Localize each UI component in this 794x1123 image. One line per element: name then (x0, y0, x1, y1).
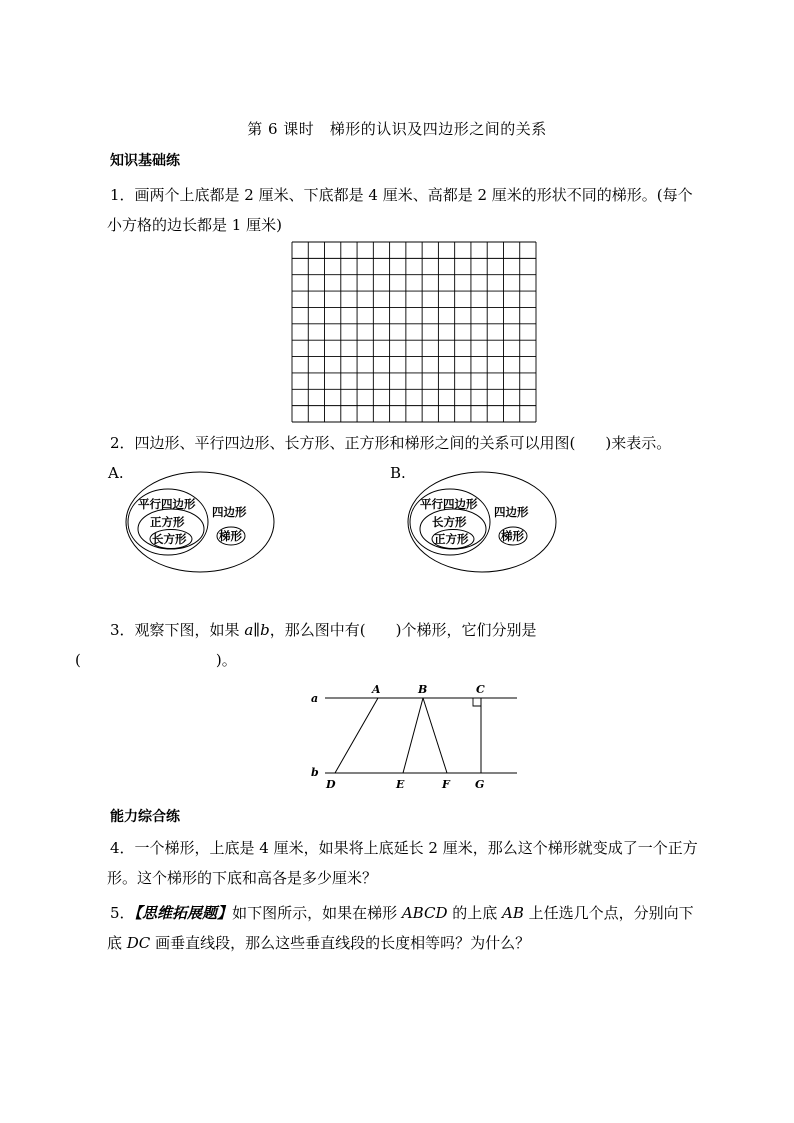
label-point-c: C (476, 683, 485, 696)
label-middle-b: 平行四边形 (420, 497, 478, 511)
label-innermost-a: 长方形 (152, 532, 187, 546)
label-point-g: G (475, 778, 485, 791)
question-4 (107, 833, 730, 893)
question-4-line-2: 形。这个梯形的下底和高各是多少厘米？ (107, 869, 378, 887)
drawing-grid[interactable] (290, 240, 540, 425)
label-point-e: E (396, 778, 405, 791)
question-5-line-1 (110, 898, 730, 928)
label-point-f: F (442, 778, 450, 791)
outer-ellipse-a (126, 472, 274, 572)
label-point-a: A (372, 683, 381, 696)
section-ability-heading: 能力综合练 (110, 809, 180, 825)
label-line-a: a (311, 692, 319, 705)
option-a-label[interactable]: A. (108, 464, 124, 482)
question-3-answer-blank[interactable]: ( )。 (75, 651, 237, 669)
segment-ad (335, 698, 378, 773)
question-1-line-1: 1．画两个上底都是 2 厘米、下底都是 4 厘米、高都是 2 厘米的形状不同的梯形。(每个 (110, 186, 693, 204)
question-5-text-1: 如下图所示，如果在梯形 (232, 904, 402, 922)
label-side-a: 梯形 (219, 529, 242, 543)
label-inner-b: 长方形 (432, 515, 467, 529)
question-5-ab: AB (502, 904, 524, 922)
question-1 (107, 180, 730, 240)
label-point-d: D (326, 778, 336, 791)
question-5-number: 5． (110, 904, 135, 922)
question-5-dc: DC (126, 934, 151, 952)
label-outer-a: 四边形 (212, 505, 247, 519)
label-side-b: 梯形 (501, 529, 524, 543)
question-5-line-2 (107, 928, 730, 958)
question-2: 2．四边形、平行四边形、长方形、正方形和梯形之间的关系可以用图( )来表示。 (110, 434, 672, 452)
question-5-line-2-pre: 底 (107, 934, 127, 952)
question-1-line-2: 小方格的边长都是 1 厘米) (107, 216, 282, 234)
question-3-text-pre: 3．观察下图，如果 (110, 621, 245, 639)
question-5-text-2: 的上底 (447, 904, 503, 922)
question-5-text-3: 上任选几个点，分别向下 (523, 904, 694, 922)
outer-ellipse-b (408, 472, 556, 572)
label-inner-a: 正方形 (150, 515, 185, 529)
question-5-tag: 【思维拓展题】 (134, 904, 233, 922)
question-5 (107, 898, 730, 958)
parallel-lines-figure (300, 680, 530, 795)
question-5-abcd: ABCD (401, 904, 448, 922)
label-point-b: B (418, 683, 428, 696)
section-basic-heading: 知识基础练 (110, 153, 180, 169)
label-middle-a: 平行四边形 (138, 497, 196, 511)
question-3 (110, 615, 537, 645)
label-innermost-b: 正方形 (434, 532, 469, 546)
right-angle-mark (473, 698, 481, 706)
segment-bf (423, 698, 447, 773)
option-b-venn[interactable] (402, 470, 562, 580)
segment-be (403, 698, 423, 773)
page-title: 第 6 课时 梯形的认识及四边形之间的关系 (247, 120, 547, 138)
question-3-text-post: ，那么图中有( )个梯形，它们分别是 (269, 621, 537, 639)
question-5-line-2-post: 画垂直线段，那么这些垂直线段的长度相等吗？为什么？ (150, 934, 531, 952)
option-b-label[interactable]: B. (390, 464, 406, 482)
option-a-venn[interactable] (120, 470, 280, 580)
label-line-b: b (311, 766, 319, 779)
question-4-line-1: 4．一个梯形，上底是 4 厘米，如果将上底延长 2 厘米，那么这个梯形就变成了一个正方 (110, 839, 698, 857)
question-3-condition: a∥b (244, 621, 270, 639)
label-outer-b: 四边形 (494, 505, 529, 519)
